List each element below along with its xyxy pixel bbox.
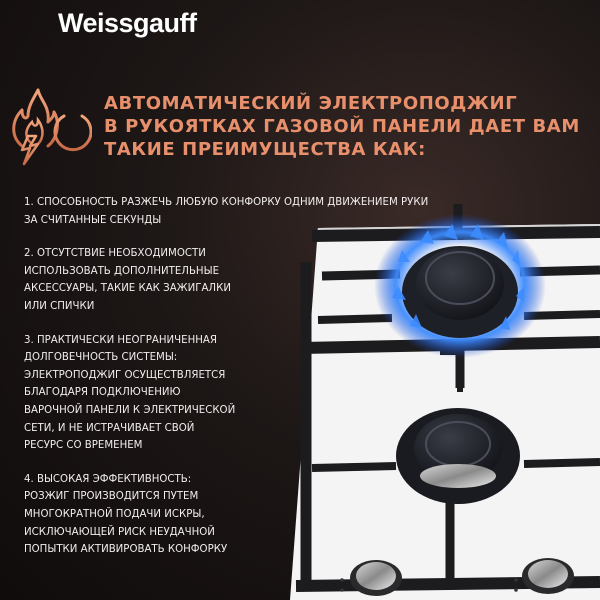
benefit-item xyxy=(24,332,404,455)
benefit-line: ПОПЫТКИ АКТИВИРОВАТЬ КОНФОРКУ xyxy=(24,544,228,556)
benefit-line: ИСПОЛЬЗОВАТЬ ДОПОЛНИТЕЛЬНЫЕ xyxy=(24,265,220,277)
headline-line: АВТОМАТИЧЕСКИЙ ЭЛЕКТРОПОДЖИГ xyxy=(104,93,518,114)
benefit-line: РОЗЖИГ ПРОИЗВОДИТСЯ ПУТЕМ xyxy=(24,491,199,503)
benefit-line: РЕСУРС СО ВРЕМЕНЕМ xyxy=(24,440,143,452)
benefit-line: 2. ОТСУТСТВИЕ НЕОБХОДИМОСТИ xyxy=(24,248,206,260)
control-knob-right xyxy=(514,558,574,594)
brand-logo: Weissgauff xyxy=(58,8,197,38)
benefit-item xyxy=(24,471,404,559)
blue-flame xyxy=(392,224,524,330)
benefit-line: АКСЕССУАРЫ, ТАКИЕ КАК ЗАЖИГАЛКИ xyxy=(24,283,231,295)
power-icon xyxy=(55,108,91,150)
headline xyxy=(104,92,584,161)
headline-line: ТАКИЕ ПРЕИМУЩЕСТВА КАК: xyxy=(104,139,426,160)
benefits-list xyxy=(24,194,429,575)
benefit-line: ИЛИ СПИЧКИ xyxy=(24,300,95,312)
benefit-line: 1. СПОСОБНОСТЬ РАЗЖЕЧЬ ЛЮБУЮ КОНФОРКУ ОДНИМ ДВИЖЕНИЕМ РУКИ xyxy=(24,197,429,208)
benefit-line: ДОЛГОВЕЧНОСТЬ СИСТЕМЫ: xyxy=(24,352,178,364)
benefit-line: 4. ВЫСОКАЯ ЭФФЕКТИВНОСТЬ: xyxy=(24,473,192,485)
benefit-line: БЛАГОДАРЯ ПОДКЛЮЧЕНИЮ xyxy=(24,387,181,399)
benefit-line: ИСКЛЮЧАЮЩЕЙ РИСК НЕУДАЧНОЙ xyxy=(24,526,215,538)
headline-line: В РУКОЯТКАХ ГАЗОВОЙ ПАНЕЛИ ДАЕТ ВАМ xyxy=(104,116,580,137)
benefit-line: ВАРОЧНОЙ ПАНЕЛИ К ЭЛЕКТРИЧЕСКОЙ xyxy=(24,404,236,416)
benefit-item xyxy=(24,194,429,229)
benefit-line: ЭЛЕКТРОПОДЖИГ ОСУЩЕСТВЛЯЕТСЯ xyxy=(24,369,226,381)
benefit-line: 3. ПРАКТИЧЕСКИ НЕОГРАНИЧЕННАЯ xyxy=(24,334,217,346)
benefit-item xyxy=(24,245,404,315)
feature-icons xyxy=(8,86,92,166)
small-burner xyxy=(396,408,520,504)
benefit-line: СЕТИ, И НЕ ИСТРАЧИВАЕТ СВОЙ xyxy=(24,422,195,434)
benefit-line: ЗА СЧИТАННЫЕ СЕКУНДЫ xyxy=(24,214,162,226)
benefit-line: МНОГОКРАТНОЙ ПОДАЧИ ИСКРЫ, xyxy=(24,508,205,520)
